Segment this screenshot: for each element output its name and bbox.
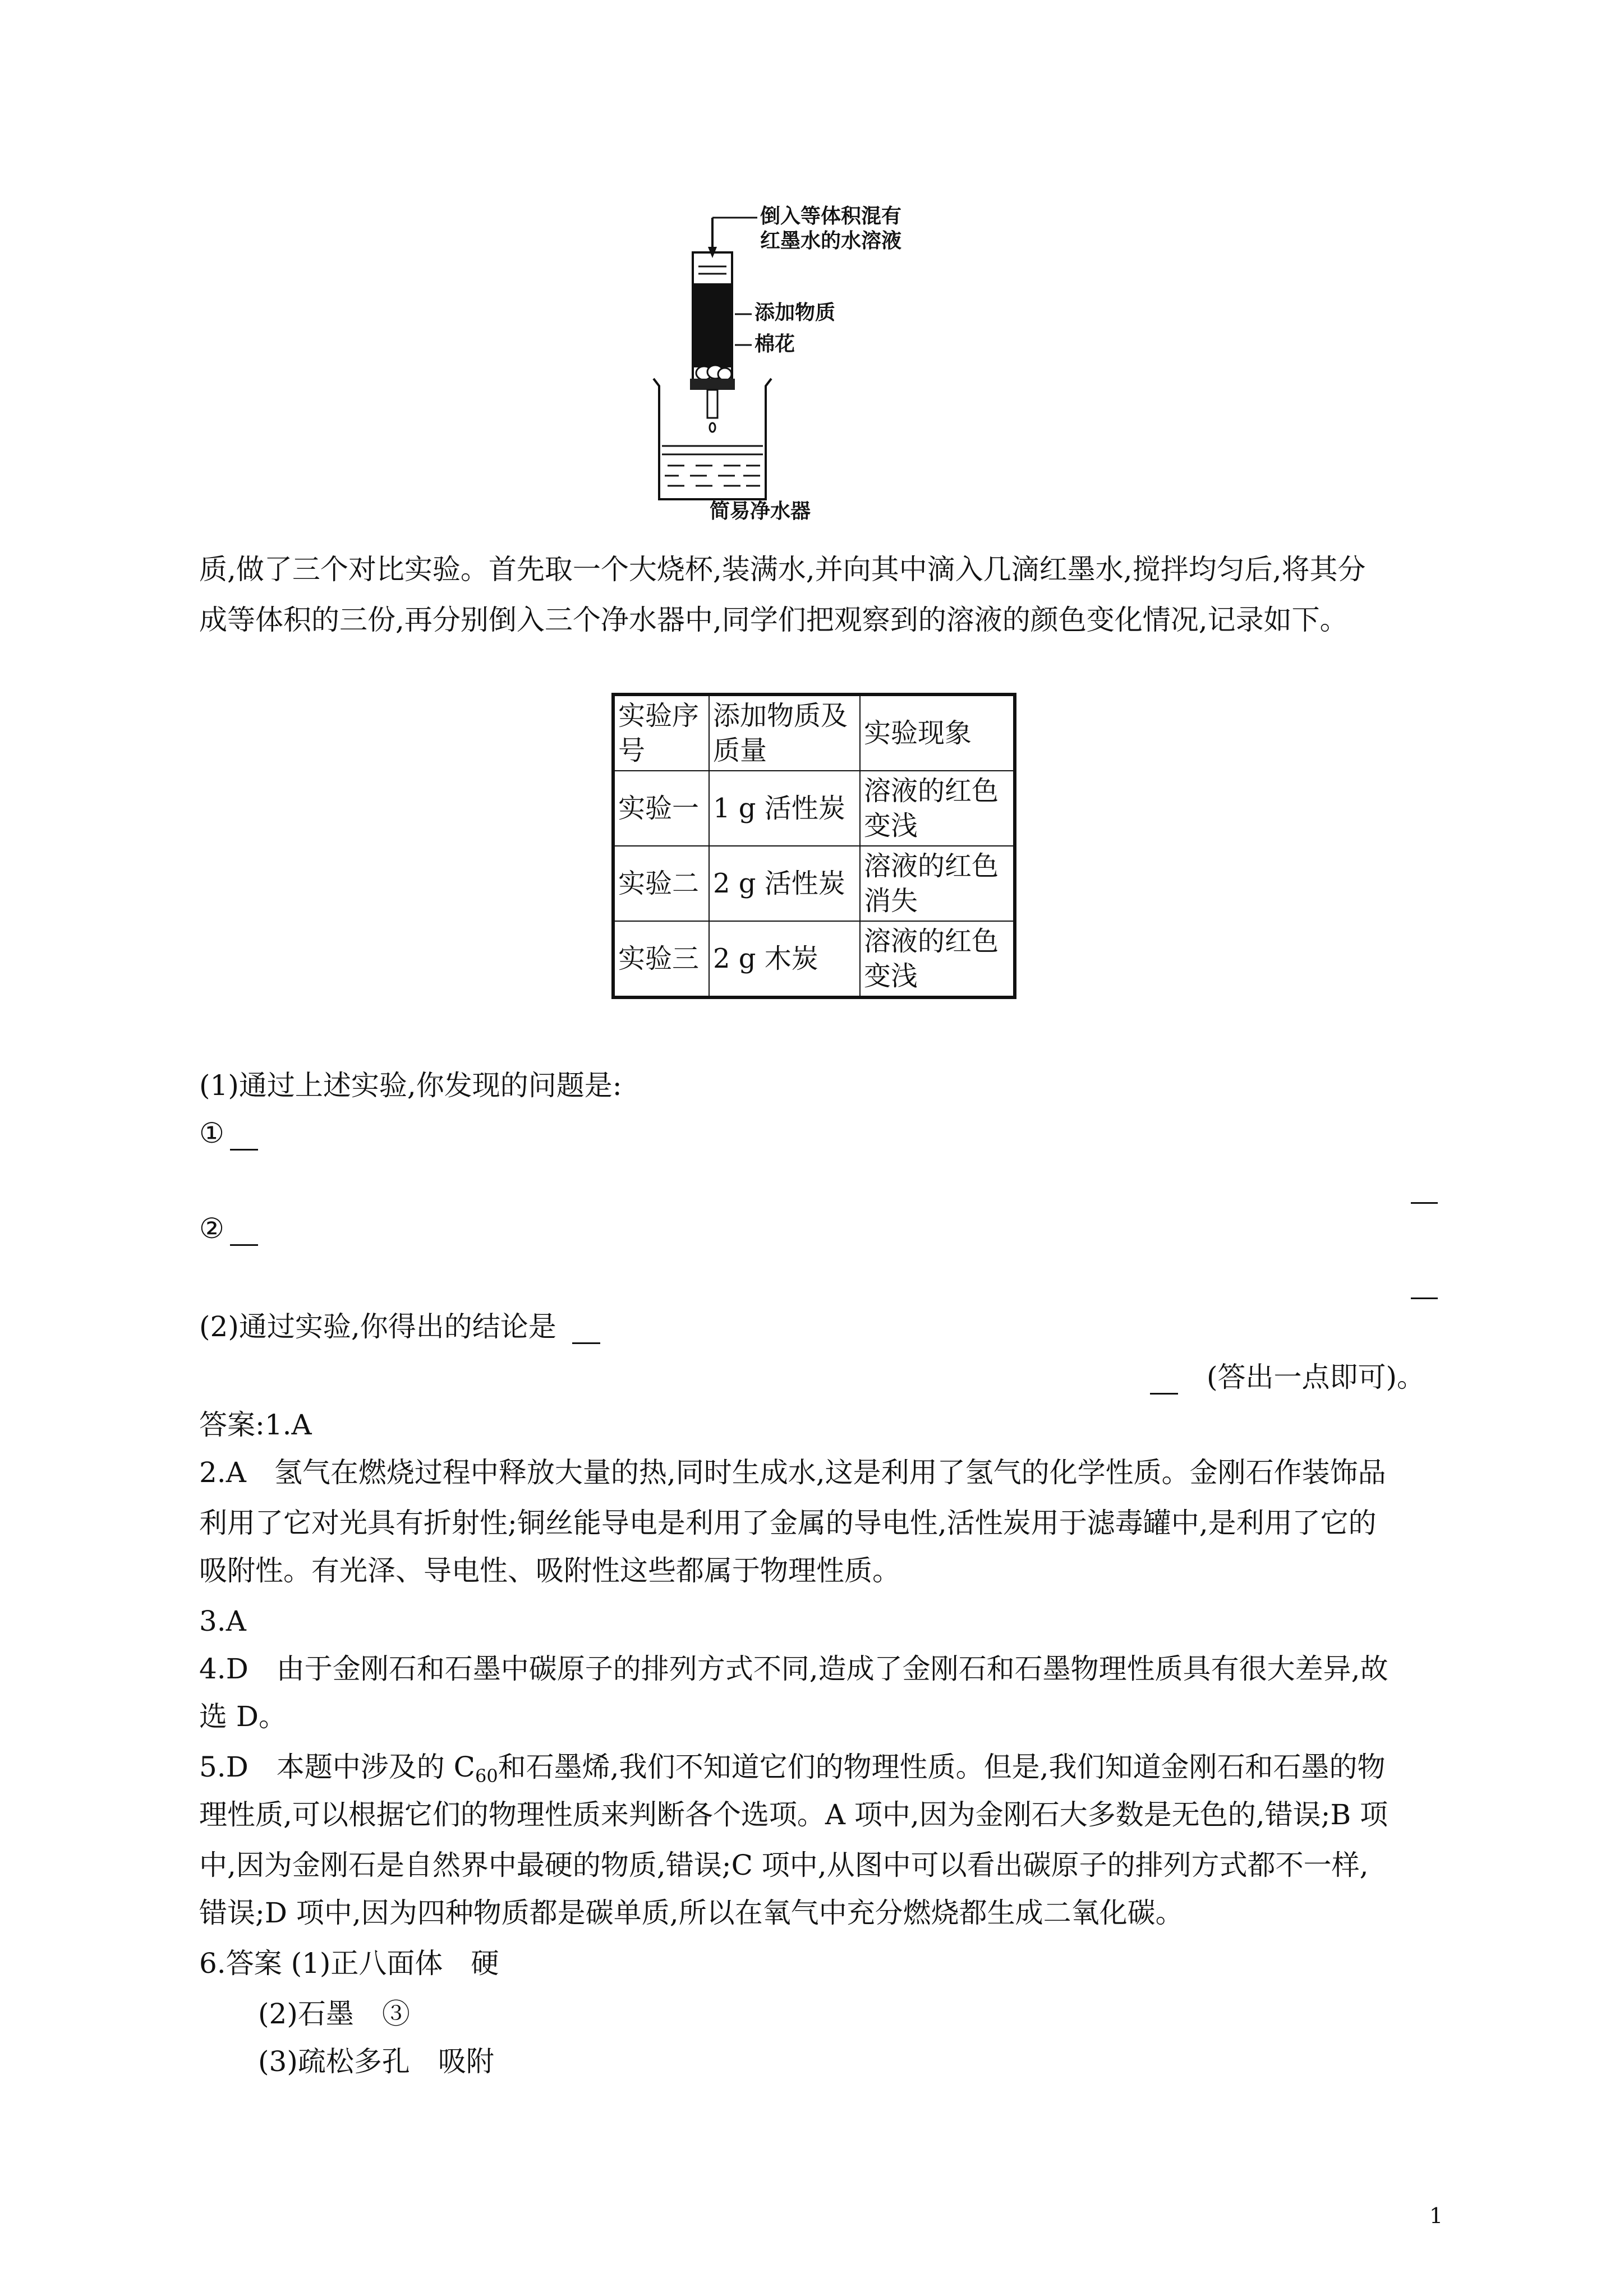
intro-line-2: 成等体积的三份,再分别倒入三个净水器中,同学们把观察到的溶液的颜色变化情况,记录如下。 (199, 604, 1348, 636)
cell-id: 实验二 (613, 846, 709, 921)
label-pour-line2: 红墨水的水溶液 (760, 229, 902, 252)
answer-5-line-4: 错误;D 项中,因为四种物质都是碳单质,所以在氧气中充分燃烧都生成二氧化碳。 (199, 1897, 1184, 1929)
table-row (613, 921, 1015, 997)
page-number: 1 (1429, 2203, 1443, 2228)
header-substance-line2: 质量 (713, 735, 767, 766)
answer-2-line-1: 2.A 氢气在燃烧过程中释放大量的热,同时生成水,这是利用了氢气的化学性质。金刚石作装饰品 (199, 1456, 1386, 1489)
question-1: (1)通过上述实验,你发现的问题是: (199, 1069, 622, 1102)
cell-result (860, 846, 1015, 921)
answer-6-3: (3)疏松多孔 吸附 (258, 2045, 494, 2078)
header-substance (709, 694, 860, 771)
cell-result-line2: 变浅 (864, 810, 918, 841)
table-row (613, 846, 1015, 921)
answer-4-line-2: 选 D。 (199, 1700, 287, 1733)
cell-result (860, 771, 1015, 846)
header-id (613, 694, 709, 771)
answer-2-line-2: 利用了它对光具有折射性;铜丝能导电是利用了金属的导电性,活性炭用于滤毒罐中,是利用了它的 (199, 1507, 1377, 1539)
answer-blank-2-end[interactable] (1150, 1393, 1178, 1395)
question-1-a: ① (199, 1117, 224, 1149)
table-row (613, 771, 1015, 846)
answer-blank-1a[interactable] (230, 1149, 258, 1151)
experiment-table (611, 693, 1016, 999)
answer-blank-2[interactable] (572, 1342, 600, 1344)
header-result: 实验现象 (860, 694, 1015, 771)
cell-result-line2: 消失 (864, 885, 918, 917)
label-substance: 添加物质 (755, 301, 836, 324)
intro-line-1: 质,做了三个对比实验。首先取一个大烧杯,装满水,并向其中滴入几滴红墨水,搅拌均匀后,将其分 (199, 553, 1366, 586)
answer-5-line-1 (199, 1747, 1385, 1796)
answer-blank-1a-end[interactable] (1411, 1202, 1438, 1204)
label-pour-line1: 倒入等体积混有 (760, 205, 902, 228)
cell-substance: 2 g 木炭 (709, 921, 860, 997)
answer-3: 3.A (199, 1605, 246, 1637)
answer-blank-1b[interactable] (230, 1244, 258, 1246)
water-purifier-figure (645, 205, 959, 533)
cell-result (860, 921, 1015, 997)
header-id-line1: 实验序 (618, 700, 700, 731)
answer-5-pre: 5.D 本题中涉及的 C (199, 1751, 475, 1783)
question-1-b: ② (199, 1212, 224, 1245)
cell-id: 实验一 (613, 771, 709, 846)
water-purifier-diagram (645, 208, 959, 533)
cell-result-line1: 溶液的红色 (864, 850, 999, 882)
table-header-row (613, 694, 1015, 771)
answer-6: 6.答案 (1)正八面体 硬 (199, 1947, 499, 1980)
question-2-tail: (答出一点即可)。 (1206, 1361, 1425, 1393)
cell-substance: 2 g 活性炭 (709, 846, 860, 921)
cell-result-line2: 变浅 (864, 960, 918, 992)
question-2: (2)通过实验,你得出的结论是 (199, 1310, 556, 1343)
header-id-line2: 号 (618, 735, 646, 766)
header-substance-line1: 添加物质及 (713, 700, 848, 731)
cell-id: 实验三 (613, 921, 709, 997)
answer-1: 答案:1.A (199, 1409, 312, 1441)
answer-blank-1b-end[interactable] (1411, 1297, 1438, 1299)
answer-5-line-2: 理性质,可以根据它们的物理性质来判断各个选项。A 项中,因为金刚石大多数是无色的,错误;B 项 (199, 1798, 1388, 1831)
cell-result-line1: 溶液的红色 (864, 775, 999, 807)
answer-5-line-3: 中,因为金刚石是自然界中最硬的物质,错误;C 项中,从图中可以看出碳原子的排列方式都不一样, (199, 1849, 1369, 1881)
c60-subscript: 60 (475, 1765, 498, 1787)
cell-substance: 1 g 活性炭 (709, 771, 860, 846)
answer-4-line-1: 4.D 由于金刚石和石墨中碳原子的排列方式不同,造成了金刚石和石墨物理性质具有很大差异,故 (199, 1653, 1388, 1685)
label-cotton: 棉花 (755, 333, 795, 356)
figure-caption: 简易净水器 (710, 500, 811, 523)
answer-5-post: 和石墨烯,我们不知道它们的物理性质。但是,我们知道金刚石和石墨的物 (498, 1751, 1386, 1783)
answer-6-2: (2)石墨 ③ (258, 1998, 410, 2030)
cell-result-line1: 溶液的红色 (864, 926, 999, 957)
answer-2-line-3: 吸附性。有光泽、导电性、吸附性这些都属于物理性质。 (199, 1554, 900, 1587)
label-pour (760, 204, 901, 254)
